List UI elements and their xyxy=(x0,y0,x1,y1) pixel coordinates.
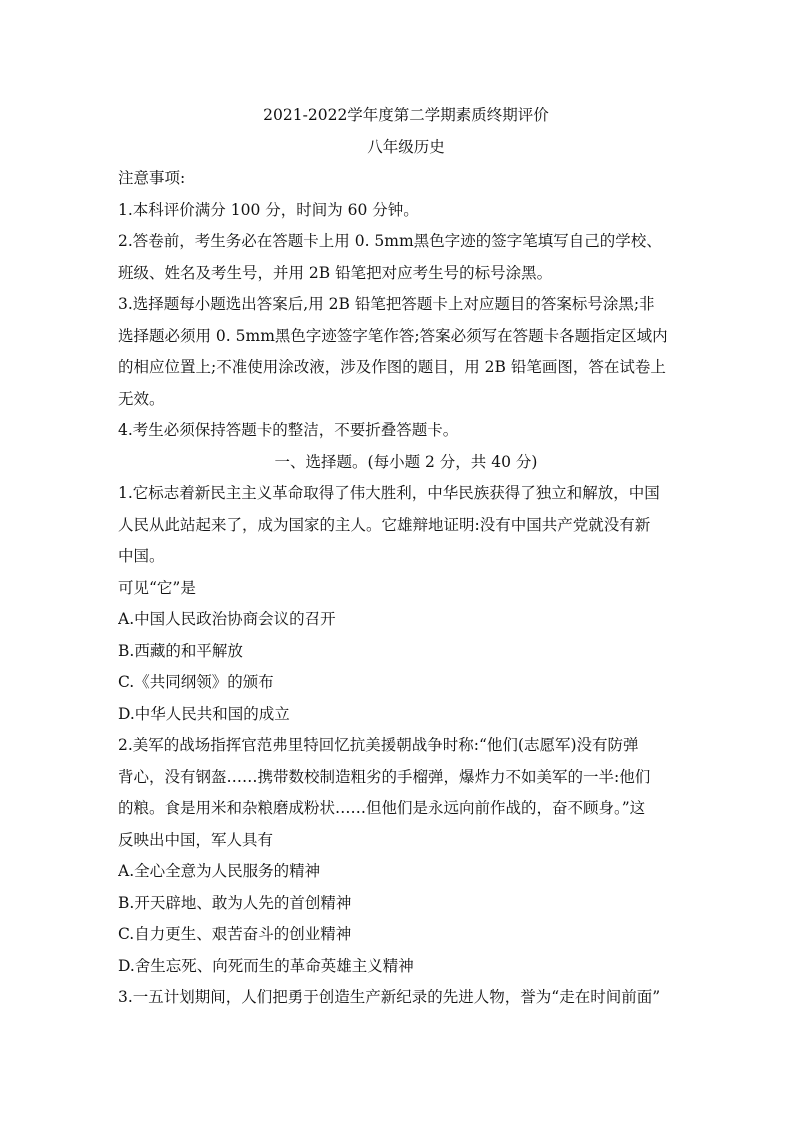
notice-line: 的相应位置上;不准使用涂改液，涉及作图的题目，用 2B 铅笔画图，答在试卷上 xyxy=(118,358,666,376)
question-2-stem: 背心，没有钢盔……携带数校制造粗劣的手榴弹，爆炸力不如美军的一半:他们 xyxy=(118,767,651,786)
exam-subject: 八年级历史 xyxy=(367,137,445,156)
question-2-stem: 反映出中国，军人具有 xyxy=(118,830,274,849)
section-heading: 一、选择题。(每小题 2 分，共 40 分) xyxy=(274,452,538,471)
question-3-stem: 3.一五计划期间，人们把勇于创造生产新纪录的先进人物，誉为“走在时间前面” xyxy=(118,988,661,1006)
question-2-stem: 的粮。食是用米和杂粮磨成粉状……但他们是永远向前作战的，奋不顾身。”这 xyxy=(118,799,646,817)
notice-line: 班级、姓名及考生号，并用 2B 铅笔把对应考生号的标号涂黑。 xyxy=(118,263,553,282)
notice-line: 4.考生必须保持答题卡的整洁，不要折叠答题卡。 xyxy=(118,421,459,439)
question-1-stem: 人民从此站起来了，成为国家的主人。它雄辩地证明:没有中国共产党就没有新 xyxy=(118,515,651,534)
question-2-option-c: C.自力更生、艰苦奋斗的创业精神 xyxy=(118,925,352,943)
question-1-option-b: B.西藏的和平解放 xyxy=(118,641,243,660)
notice-line: 1.本科评价满分 100 分，时间为 60 分钟。 xyxy=(118,200,419,219)
question-2-option-b: B.开天辟地、敢为人先的首创精神 xyxy=(118,893,352,912)
exam-title: 2021-2022学年度第二学期素质终期评价 xyxy=(263,106,549,124)
question-2-option-d: D.舍生忘死、向死而生的革命英雄主义精神 xyxy=(118,956,414,975)
question-1-stem: 中国。 xyxy=(118,547,165,565)
notice-heading: 注意事项: xyxy=(118,169,186,187)
question-1-option-d: D.中华人民共和国的成立 xyxy=(118,704,290,723)
question-1-stem: 1.它标志着新民主主义革命取得了伟大胜利，中华民族获得了独立和解放，中国 xyxy=(118,484,660,502)
notice-line: 选择题必须用 0. 5mm黑色字迹签字笔作答;答案必须写在答题卡各题指定区域内 xyxy=(118,326,668,345)
notice-line: 2.答卷前，考生务必在答题卡上用 0. 5mm黑色字迹的签字笔填写自己的学校、 xyxy=(118,232,662,250)
question-2-option-a: A.全心全意为人民服务的精神 xyxy=(118,862,321,880)
question-1-option-a: A.中国人民政治协商会议的召开 xyxy=(118,610,336,628)
question-1-option-c: C.《共同纲领》的颁布 xyxy=(118,673,274,691)
notice-line: 无效。 xyxy=(118,389,165,408)
question-1-stem: 可见“它”是 xyxy=(118,578,196,597)
notice-line: 3.选择题每小题选出答案后,用 2B 铅笔把答题卡上对应题目的答案标号涂黑;非 xyxy=(118,295,655,313)
question-2-stem: 2.美军的战场指挥官范弗里特回忆抗美援朝战争时称:“他们(志愿军)没有防弹 xyxy=(118,736,639,754)
